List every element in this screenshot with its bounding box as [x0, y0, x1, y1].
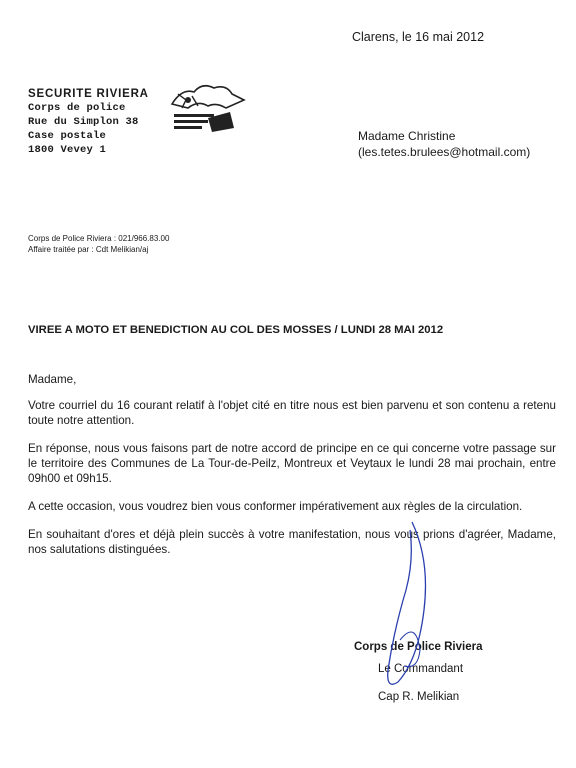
signature-department: Corps de Police Riviera — [354, 641, 483, 653]
sender-line: 1800 Vevey 1 — [28, 144, 107, 156]
sender-organization: SECURITE RIVIERA — [28, 88, 149, 100]
body-paragraph: En réponse, nous vous faisons part de notre accord de principe en ce qui concerne votre passage sur le territoire des Communes de La Tour-de-Peilz, Montreux et Veytaux le lundi 28 mai prochain, entre 09h00 et 09h15. — [28, 442, 556, 485]
body-paragraph: A cette occasion, vous voudrez bien vous conformer impérativement aux règles de la circulation. — [28, 500, 523, 513]
recipient-block — [358, 128, 530, 160]
sender-line: Corps de police — [28, 102, 126, 114]
sender-address — [28, 87, 149, 157]
contact-phone: Corps de Police Riviera : 021/966.83.00 — [28, 234, 170, 243]
signature-block — [354, 636, 482, 708]
salutation: Madame, — [28, 373, 77, 386]
sender-line: Case postale — [28, 130, 107, 142]
recipient-name: Madame Christine — [358, 129, 456, 143]
letter-date: Clarens, le 16 mai 2012 — [352, 30, 485, 44]
letter-subject: VIREE A MOTO ET BENEDICTION AU COL DES MOSSES / LUNDI 28 MAI 2012 — [28, 324, 444, 336]
sender-line: Rue du Simplon 38 — [28, 116, 139, 128]
security-riviera-logo — [168, 78, 248, 140]
letter-body — [28, 372, 556, 570]
contact-handled-by: Affaire traitée par : Cdt Melikian/aj — [28, 245, 149, 254]
body-paragraph: Votre courriel du 16 courant relatif à l'objet cité en titre nous est bien parvenu et son contenu a retenu toute notre attention. — [28, 399, 556, 427]
recipient-email: (les.tetes.brulees@hotmail.com) — [358, 145, 531, 159]
signature-name: Cap R. Melikian — [378, 691, 460, 703]
contact-info — [28, 233, 169, 255]
signature-title: Le Commandant — [378, 663, 464, 675]
body-paragraph: En souhaitant d'ores et déjà plein succès à votre manifestation, nous vous prions d'agréer, Madame, nos salutations distinguées. — [28, 528, 556, 556]
